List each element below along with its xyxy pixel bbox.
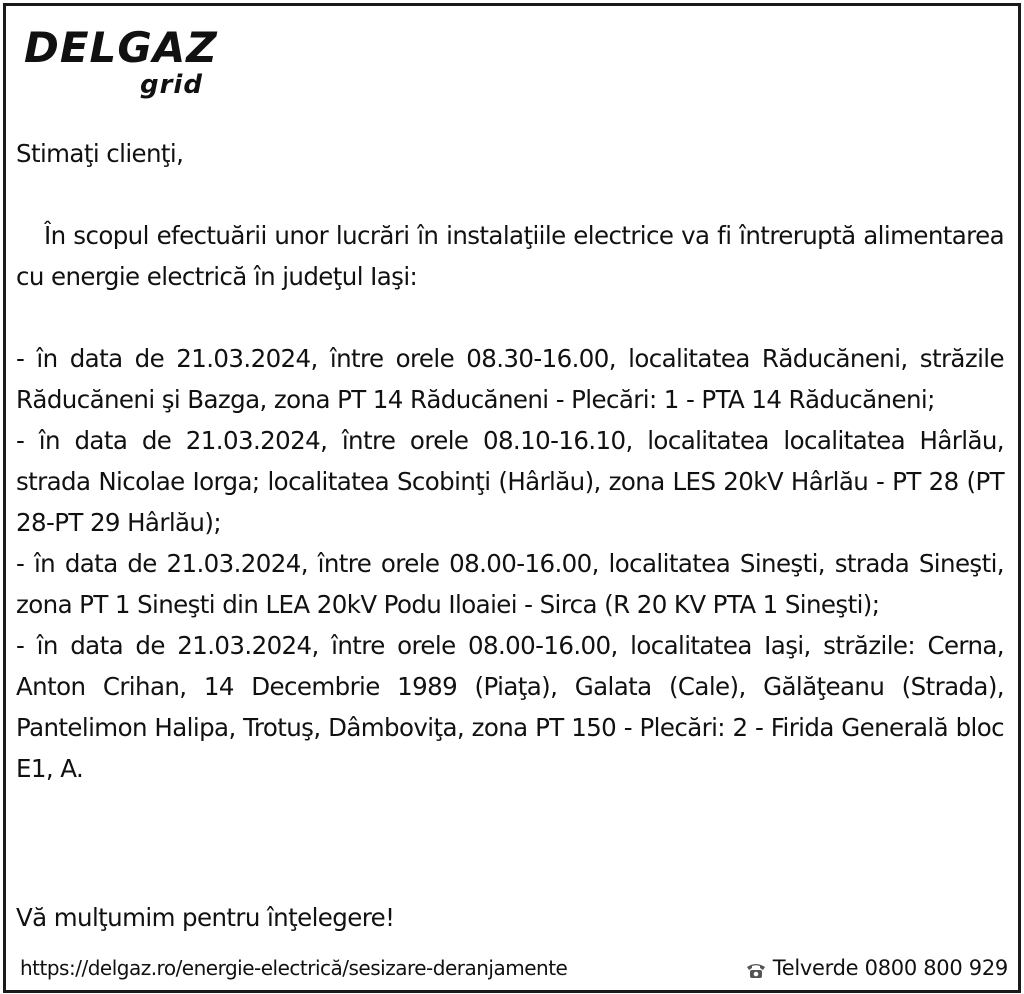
letter-body <box>16 133 1004 789</box>
report-url-link[interactable]: https://delgaz.ro/energie-electrică/sesizare-deranjamente <box>20 956 568 980</box>
telephone-icon <box>745 959 767 977</box>
greeting: Stimaţi clienţi, <box>16 139 184 168</box>
outage-item: - în data de 21.03.2024, între orele 08.10-16.10, localitatea localitatea Hârlău, strada Nicolae Iorga; localitatea Scobinţi (Hârlău), zona LES 20kV Hârlău - PT 28 (PT 28-PT 29 Hârlău); <box>16 426 1004 537</box>
phone-contact <box>745 955 1008 981</box>
outage-item: - în data de 21.03.2024, între orele 08.30-16.00, localitatea Răducăneni, străzile Răducăneni şi Bazga, zona PT 14 Răducăneni - Plecări: 1 - PTA 14 Răducăneni; <box>16 344 1004 414</box>
phone-number: Telverde 0800 800 929 <box>772 956 1008 980</box>
outage-item: - în data de 21.03.2024, între orele 08.00-16.00, localitatea Iaşi, străzile: Cerna, Anton Crihan, 14 Decembrie 1989 (Piaţa), Galata (Cale), Gălăţeanu (Strada), Pantelimon Halipa, Trotuş, Dâmboviţa, zona PT 150 - Plecări: 2 - Firida Generală bloc E1, A. <box>16 631 1004 783</box>
logo-brand: DELGAZ <box>24 23 218 72</box>
outage-item: - în data de 21.03.2024, între orele 08.00-16.00, localitatea Sineşti, strada Sineşti, zona PT 1 Sineşti din LEA 20kV Podu Iloaiei - Sirca (R 20 KV PTA 1 Sineşti); <box>16 549 1004 619</box>
logo-sub: grid <box>140 70 203 100</box>
thanks-line: Vă mulţumim pentru înţelegere! <box>16 903 395 932</box>
delgaz-grid-logo <box>24 24 224 104</box>
intro-paragraph: În scopul efectuării unor lucrări în instalaţiile electrice va fi întreruptă alimentarea cu energie electrică în judeţul Iaşi: <box>16 221 1004 291</box>
